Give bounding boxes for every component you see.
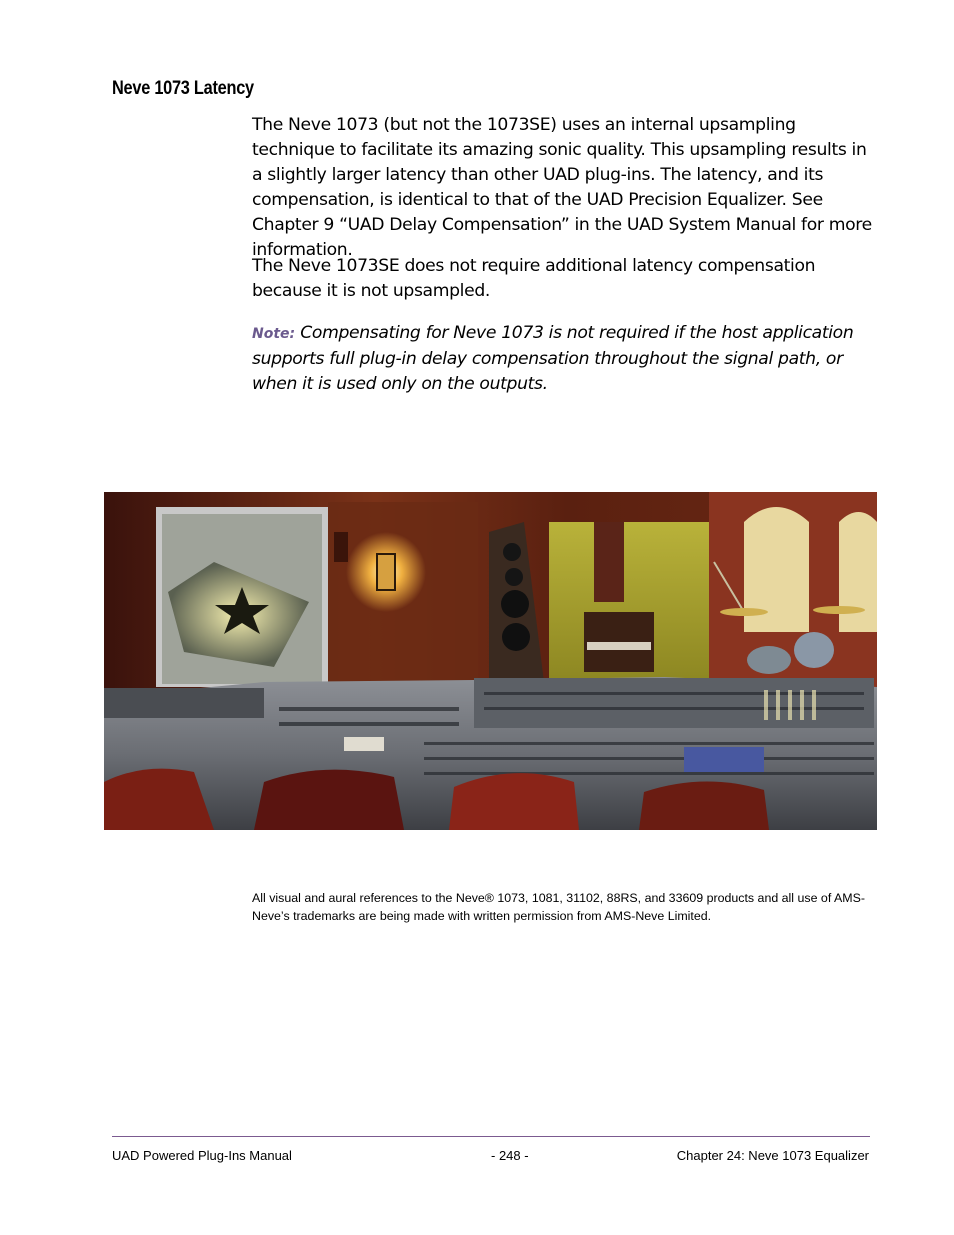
studio-illustration bbox=[104, 492, 877, 830]
studio-console-photo bbox=[104, 492, 877, 830]
footer-chapter: Chapter 24: Neve 1073 Equalizer bbox=[676, 1148, 869, 1163]
trademark-notice: All visual and aural references to the Neve® 1073, 1081, 31102, 88RS, and 33609 products and all use of AMS-Neve’s trademarks are being made with written permission from AMS-Neve Limited. bbox=[252, 891, 865, 923]
footer-page-number: - 248 - bbox=[491, 1148, 529, 1163]
note-text: Compensating for Neve 1073 is not required if the host application supports full plug-in delay compensation throughout the signal path, or when it is used only on the outputs. bbox=[252, 323, 854, 394]
paragraph-1073se: The Neve 1073SE does not require additional latency compensation because it is not upsampled. bbox=[252, 256, 816, 301]
note-label: Note: bbox=[252, 326, 296, 342]
note-paragraph bbox=[252, 321, 872, 397]
footer-manual-title: UAD Powered Plug-Ins Manual bbox=[112, 1148, 292, 1163]
footer-divider bbox=[112, 1136, 870, 1137]
section-heading: Neve 1073 Latency bbox=[112, 78, 254, 99]
paragraph-upsampling: The Neve 1073 (but not the 1073SE) uses an internal upsampling technique to facilitate its amazing sonic quality. This upsampling results in a slightly larger latency than other UAD plug-ins. The latency, and its compensation, is identical to that of the UAD Precision Equalizer. See Chapter 9 “UAD Delay Compensation” in the UAD System Manual for more information. bbox=[252, 115, 872, 260]
